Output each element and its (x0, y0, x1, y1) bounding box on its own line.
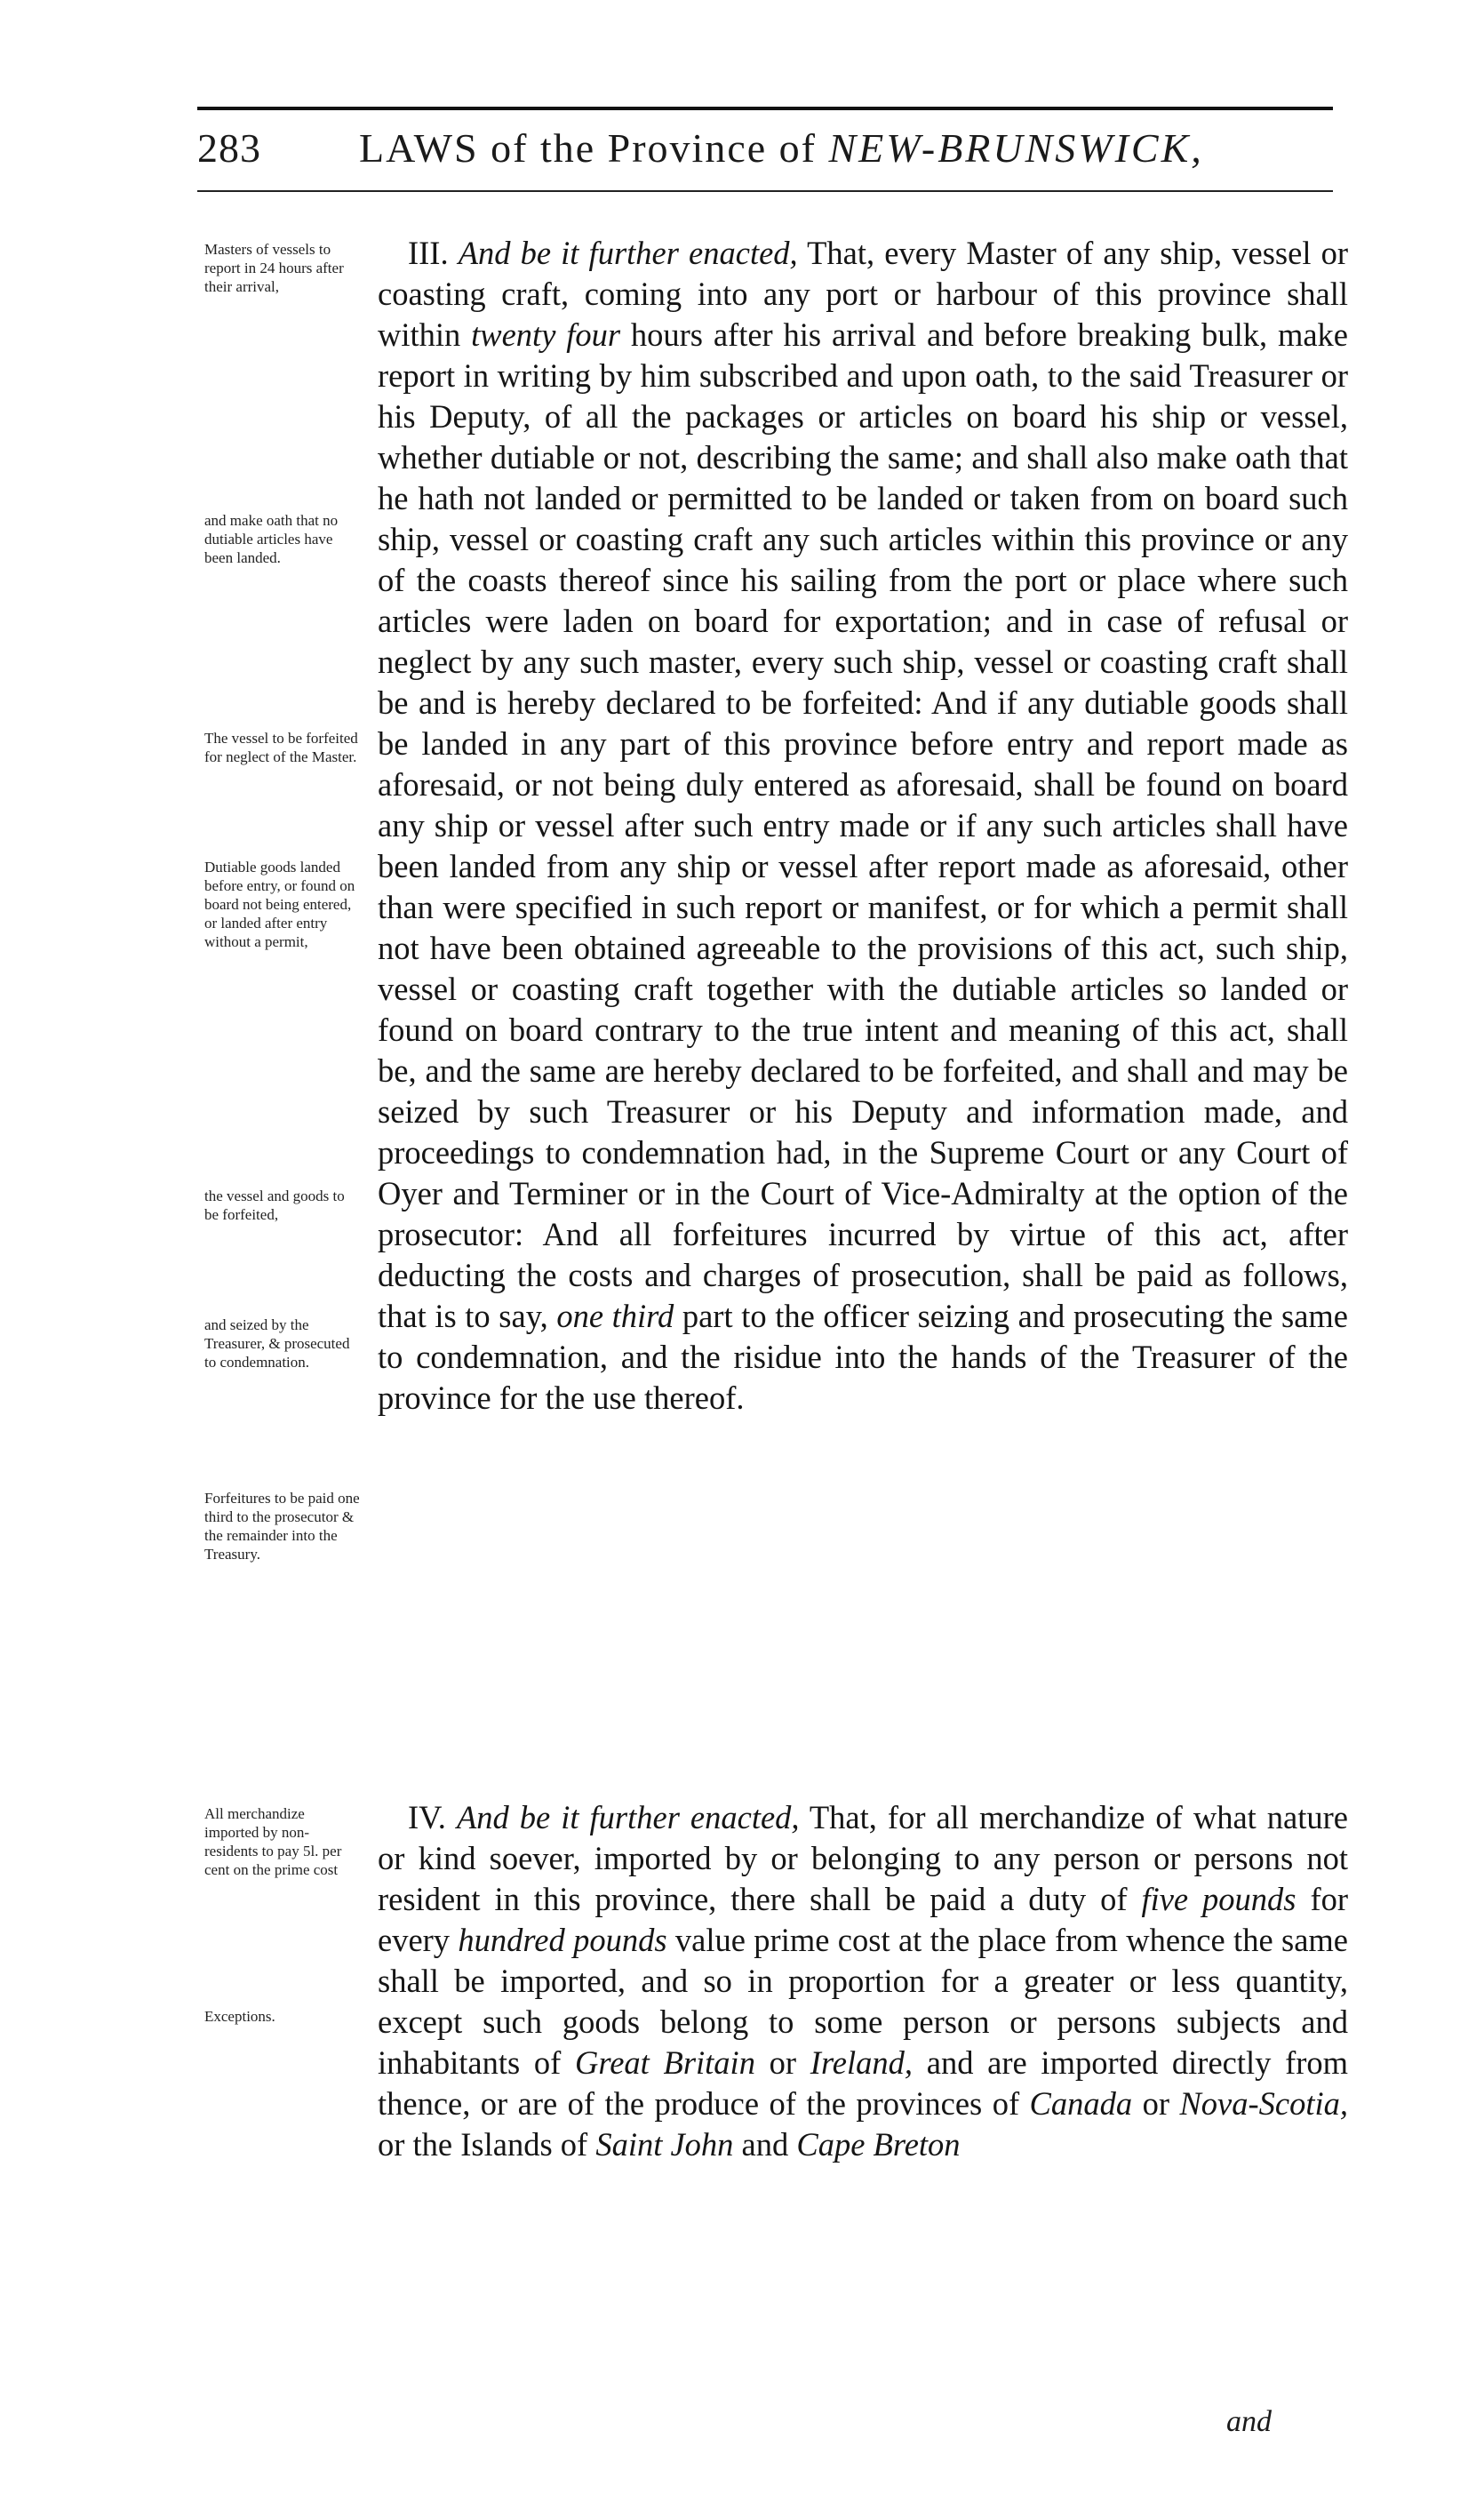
paragraph-text: or (769, 2044, 797, 2081)
margin-note: Exceptions. (204, 2008, 275, 2025)
place-name: Cape Breton (796, 2126, 961, 2163)
place-name: Saint John (595, 2126, 734, 2163)
emphasis: five pounds (1141, 1881, 1297, 1917)
margin-note: Dutiable goods landed before entry, or found on board not being entered, or landed after entry without a permit, (204, 859, 355, 950)
paragraph-text: or (1142, 2085, 1169, 2122)
margin-note: The vessel to be forfeited for neglect of the Master. (204, 730, 358, 765)
title-province: NEW-BRUNSWICK, (828, 125, 1204, 171)
margin-note: Forfeitures to be paid one third to the prosecutor & the remainder into the Treasury. (204, 1490, 360, 1563)
margin-note: and seized by the Treasurer, & prosecuted to condemnation. (204, 1316, 350, 1371)
title-prefix: LAWS of the Province of (359, 125, 817, 171)
header-rule (197, 190, 1333, 192)
paragraph-iv (378, 1797, 1348, 2165)
section-iv (378, 1797, 1348, 2165)
running-title (359, 124, 1204, 172)
catchword: and (1226, 2405, 1272, 2438)
margin-note: All merchandize imported by non-residents to pay 5l. per cent on the prime cost (204, 1805, 342, 1878)
place-name: Nova-Scotia, (1179, 2085, 1348, 2122)
emphasis: one third (556, 1298, 674, 1334)
margin-note: and make oath that no dutiable articles have been landed. (204, 512, 339, 566)
paragraph-text: value prime cost at the place from whence the same shall be imported, and so in proportion for a greater or less quantity, except such goods belong to some person or persons subjects and inhabitants of (378, 1922, 1349, 2081)
paragraph-text: and are imported directly from thence, or are of the produce of the provinces of (378, 2044, 1349, 2122)
place-name: Great Britain (575, 2044, 755, 2081)
paragraph-text: hours after his arrival and before breaking bulk, make report in writing by him subscribed and upon oath, to the said Treasurer or his Deputy, of all the packages or articles on board his ship or vessel, whether dutiable or not, describing the same; and shall also make oath that he hath not landed or permitted to be landed or taken from on board such ship, vessel or coasting craft any such articles within this province or any of the coasts thereof since his sailing from the port or place where such articles were laden on board for exportation; and in case of refusal or neglect by any such master, every such ship, vessel or coasting craft shall be and is hereby declared to be forfeited: And if any dutiable goods shall be landed in any part of this province before entry and report made as aforesaid, or not being duly entered as aforesaid, shall be found on board any ship or vessel after such entry made or if any such articles shall have been landed from any ship or vessel after report made as aforesaid, other than were specified in such report or manifest, or for which a permit shall not have been obtained agreeable to the provisions of this act, such ship, vessel or coasting craft together with the dutiable articles so landed or found on board contrary to the true intent and meaning of this act, shall be, and the same are hereby declared to be forfeited, and shall and may be seized by such Treasurer or his Deputy and information made, and proceedings to condemnation had, in the Supreme Court or any Court of Oyer and Terminer or in the Court of Vice-Admiralty at the option of the prosecutor: And all forfeitures incurred by virtue of this act, after deducting the costs and charges of prosecution, shall be paid as follows, that is to say, (378, 316, 1348, 1334)
section-iii (378, 233, 1348, 1419)
page-number: 283 (197, 125, 261, 171)
enacting-clause: And be it further enacted, (458, 235, 798, 271)
place-name: Canada (1029, 2085, 1133, 2122)
paragraph-text: and (741, 2126, 789, 2163)
margin-note: the vessel and goods to be forfeited, (204, 1188, 345, 1223)
emphasis: twenty four (471, 316, 621, 353)
section-numeral: IV. (408, 1799, 446, 1835)
paragraph-iii (378, 233, 1348, 1419)
paragraph-text: That, for all merchandize of what nature or kind soever, imported by or belonging to any person or persons not resident in this province, there shall be paid a duty of (378, 1799, 1348, 1917)
running-header (197, 119, 1333, 188)
enacting-clause: And be it further enacted, (456, 1799, 800, 1835)
margin-note: Masters of vessels to report in 24 hours after their arrival, (204, 241, 344, 295)
emphasis: hundred pounds (458, 1922, 667, 1958)
top-rule (197, 107, 1333, 110)
paragraph-text: for every (378, 1881, 1349, 1958)
place-name: Ireland, (810, 2044, 914, 2081)
paragraph-text: part to the officer seizing and prosecuting the same to condemnation, and the risidue into the hands of the Treasurer of the province for the use thereof. (378, 1298, 1348, 1416)
paragraph-text: That, every Master of any ship, vessel or coasting craft, coming into any port or harbour of this province shall within (378, 235, 1348, 353)
section-numeral: III. (408, 235, 449, 271)
paragraph-text: or the Islands of (378, 2126, 588, 2163)
